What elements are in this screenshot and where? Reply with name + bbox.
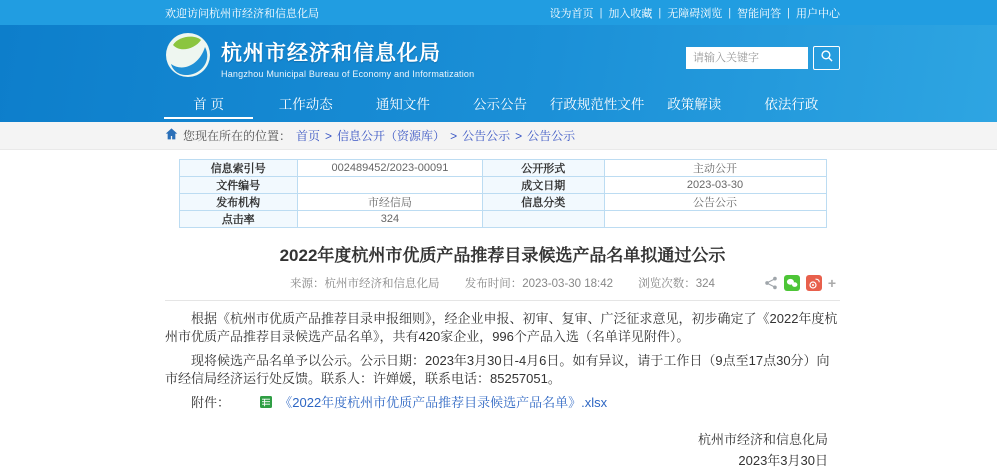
meta-label-issuing-agency: 发布机构 — [179, 194, 297, 211]
link-separator: | — [658, 6, 662, 19]
breadcrumb-home[interactable]: 首页 — [296, 129, 321, 143]
meta-value-disclosure-form: 主动公开 — [604, 160, 826, 177]
breadcrumb — [165, 127, 575, 144]
article-publish-time: 发布时间：2023-03-30 18:42 — [464, 278, 614, 290]
meta-label-disclosure-form: 公开形式 — [482, 160, 604, 177]
nav-regulatory-docs[interactable]: 行政规范性文件 — [549, 97, 645, 112]
smart-qa-link[interactable]: 智能问答 — [737, 7, 782, 20]
breadcrumb-separator: > — [325, 128, 333, 143]
breadcrumb-announcements-2[interactable]: 公告公示 — [527, 129, 576, 143]
article-container — [165, 150, 840, 471]
meta-value-empty — [604, 211, 826, 228]
meta-label-index-number: 信息索引号 — [179, 160, 297, 177]
accessibility-link[interactable]: 无障碍浏览 — [667, 7, 723, 20]
weibo-share-icon[interactable] — [806, 275, 822, 291]
search-icon — [820, 49, 834, 66]
nav-policy-interpretation[interactable]: 政策解读 — [667, 97, 722, 112]
welcome-text: 欢迎访问杭州市经济和信息化局 — [165, 7, 319, 20]
top-utility-bar — [0, 0, 997, 25]
article-paragraph-1: 根据《杭州市优质产品推荐目录申报细则》，经企业申报、初审、复审、广泛征求意见，初步确定了《2022年度杭州市优质产品推荐目录候选产品名单》，共有420家企业，996个产品入选（名单详见附件）。 — [165, 311, 838, 344]
share-icon[interactable] — [764, 276, 778, 290]
table-row — [179, 177, 826, 194]
site-subtitle: Hangzhou Municipal Bureau of Economy and Informatization — [221, 68, 475, 79]
meta-value-category: 公告公示 — [604, 194, 826, 211]
main-nav — [160, 90, 840, 122]
signature-date: 2023年3月30日 — [738, 452, 828, 468]
utility-links — [550, 5, 840, 21]
more-share-icon[interactable]: + — [827, 275, 836, 291]
link-separator: | — [599, 6, 603, 19]
table-row — [179, 160, 826, 177]
link-separator: | — [787, 6, 790, 19]
attachment-label: 附件： — [191, 395, 231, 410]
home-icon[interactable] — [165, 128, 178, 143]
attachment-link[interactable]: 《2022年度杭州市优质产品推荐目录候选产品名单》.xlsx — [279, 395, 608, 410]
excel-file-icon — [234, 395, 272, 413]
breadcrumb-info-disclosure[interactable]: 信息公开（资源库） — [337, 129, 446, 143]
article-title: 2022年度杭州市优质产品推荐目录候选产品名单拟通过公示 — [279, 246, 726, 265]
meta-label-category: 信息分类 — [482, 194, 604, 211]
nav-administration-by-law[interactable]: 依法行政 — [764, 97, 819, 112]
set-homepage-link[interactable]: 设为首页 — [549, 7, 594, 20]
nav-announcements[interactable]: 公示公告 — [472, 97, 527, 112]
search-bar — [686, 46, 840, 70]
wechat-share-icon[interactable] — [784, 275, 800, 291]
header — [0, 25, 997, 122]
search-button[interactable] — [813, 46, 840, 70]
meta-value-index-number: 002489452/2023-00091 — [297, 160, 482, 177]
table-row — [179, 194, 826, 211]
share-toolbar — [764, 275, 836, 291]
site-title: 杭州市经济和信息化局 — [221, 41, 441, 65]
nav-notices[interactable]: 通知文件 — [375, 97, 430, 112]
article-body — [165, 310, 840, 413]
nav-home[interactable]: 首 页 — [160, 90, 257, 122]
meta-value-issuing-agency: 市经信局 — [297, 194, 482, 211]
meta-label-empty — [482, 211, 604, 228]
article-paragraph-2: 现将候选产品名单予以公示。公示日期：2023年3月30日-4月6日。如有异议，请于工作日（9点至17点30分）向市经信局经济运行处反馈。联系人：许婵媛，联系电话：85257051。 — [165, 353, 830, 386]
search-input[interactable] — [686, 47, 808, 69]
user-center-link[interactable]: 用户中心 — [796, 7, 840, 20]
meta-value-written-date: 2023-03-30 — [604, 177, 826, 194]
breadcrumb-separator: > — [515, 128, 523, 143]
table-row — [179, 211, 826, 228]
document-meta-table — [179, 159, 827, 228]
article-source: 来源：杭州市经济和信息化局 — [290, 278, 440, 290]
signature-block — [165, 429, 840, 471]
breadcrumb-separator: > — [450, 128, 458, 143]
signature-agency: 杭州市经济和信息化局 — [697, 431, 828, 447]
meta-label-written-date: 成文日期 — [482, 177, 604, 194]
breadcrumb-bar — [0, 122, 997, 150]
article-meta-row — [165, 275, 840, 301]
bureau-logo-icon — [165, 32, 211, 83]
link-separator: | — [728, 6, 732, 19]
nav-work-news[interactable]: 工作动态 — [278, 97, 333, 112]
add-favorite-link[interactable]: 加入收藏 — [608, 7, 653, 20]
breadcrumb-announcements[interactable]: 公告公示 — [462, 129, 511, 143]
attachment-row — [165, 394, 840, 413]
article-view-count: 浏览次数：324 — [638, 278, 715, 290]
meta-value-click-count: 324 — [297, 211, 482, 228]
meta-label-doc-number: 文件编号 — [179, 177, 297, 194]
breadcrumb-prefix: 您现在所在的位置： — [183, 129, 292, 143]
meta-label-click-count: 点击率 — [179, 211, 297, 228]
meta-value-doc-number — [297, 177, 482, 194]
site-brand[interactable] — [165, 32, 474, 83]
